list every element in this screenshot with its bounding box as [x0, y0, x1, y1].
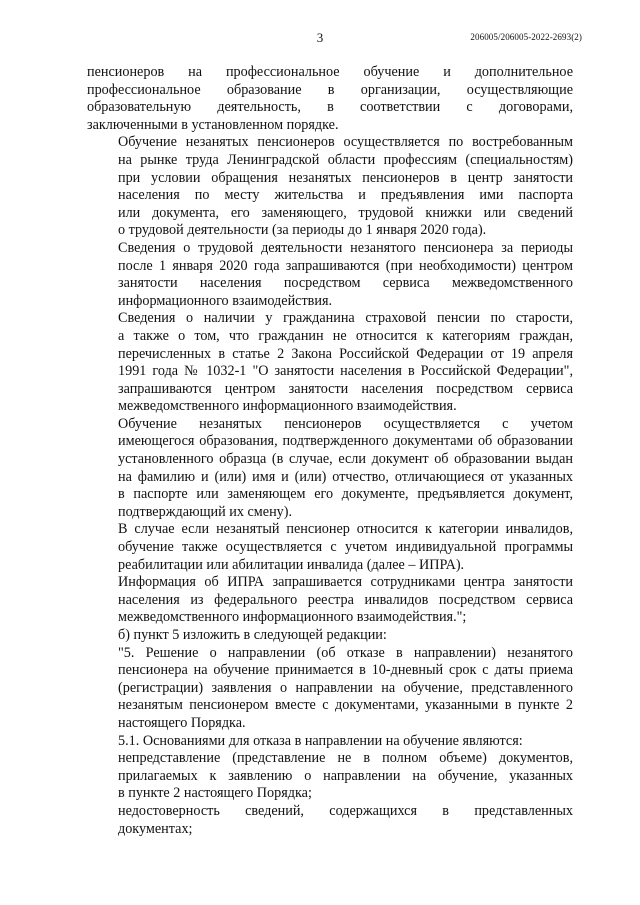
text-line: реабилитации или абилитации инвалида (далее – ИПРА). — [118, 556, 465, 573]
text-line: образовательную деятельность, в соответствии с договорами, — [87, 99, 573, 116]
paragraph — [87, 750, 573, 803]
text-line: Сведения о трудовой деятельности незанятого пенсионера за периоды — [118, 239, 573, 256]
paragraph — [87, 134, 573, 240]
paragraph — [87, 645, 573, 733]
text-line: межведомственного информационного взаимодействия. — [118, 398, 457, 415]
text-line: пенсионеров на профессиональное обучение и дополнительное — [87, 64, 573, 80]
text-line: при условии обращения незанятых пенсионеров в центр занятости — [118, 169, 573, 186]
paragraph — [87, 574, 573, 627]
text-line: населения из федерального реестра инвалидов посредством сервиса — [118, 591, 573, 608]
text-line: запрашиваются центром занятости населения посредством сервиса — [118, 380, 573, 397]
paragraph — [87, 521, 573, 574]
text-line: (регистрации) заявления о направлении на обучение, представленного — [118, 679, 573, 696]
text-line: в паспорте или заменяющем его документе, предъявляется документ, — [118, 486, 573, 503]
page-number: 3 — [316, 30, 324, 45]
document-body — [87, 64, 573, 838]
paragraph — [87, 310, 573, 416]
text-line: на рынке труда Ленинградской области профессиям (специальностям) — [118, 151, 573, 168]
text-line: 5.1. Основаниями для отказа в направлении на обучение являются: — [118, 732, 523, 749]
text-line: имеющегося образования, подтвержденного документами об образовании — [118, 433, 573, 450]
text-line: Обучение незанятых пенсионеров осуществляется с учетом — [118, 415, 573, 432]
paragraph — [87, 627, 573, 645]
paragraph — [87, 64, 573, 134]
text-line: В случае если незанятый пенсионер относится к категории инвалидов, — [118, 521, 573, 538]
paragraph — [87, 733, 573, 751]
text-line: перечисленных в статье 2 Закона Российской Федерации от 19 апреля — [118, 345, 573, 362]
text-line: Информация об ИПРА запрашивается сотрудниками центра занятости — [118, 574, 573, 591]
text-line: межведомственного информационного взаимодействия."; — [118, 609, 467, 626]
text-line: 1991 года № 1032-1 "О занятости населения в Российской Федерации", — [118, 363, 573, 380]
text-line: незанятым пенсионером вместе с документами, указанными в пункте 2 — [118, 697, 573, 714]
text-line: обучение также осуществляется с учетом индивидуальной программы — [118, 539, 573, 556]
text-line: установленного образца (в случае, если документ об образовании выдан — [118, 451, 573, 468]
text-line: в пункте 2 настоящего Порядка; — [118, 785, 312, 802]
text-line: о трудовой деятельности (за периоды до 1 января 2020 года). — [118, 222, 487, 239]
text-line: занятости населения посредством сервиса межведомственного — [118, 275, 573, 292]
paragraph — [87, 803, 573, 838]
paragraph — [87, 240, 573, 310]
text-line: б) пункт 5 изложить в следующей редакции: — [118, 627, 387, 643]
text-line: пенсионера на обучение принимается в 10-дневный срок с даты приема — [118, 662, 573, 679]
text-line: подтверждающий их смену). — [118, 503, 293, 520]
text-line: информационного взаимодействия. — [118, 292, 333, 309]
text-line: после 1 января 2020 года запрашиваются (при необходимости) центром — [118, 257, 573, 274]
text-line: непредставление (представление не в полном объеме) документов, — [118, 750, 573, 767]
text-line: "5. Решение о направлении (об отказе в направлении) незанятого — [118, 644, 573, 661]
text-line: недостоверность сведений, содержащихся в представленных — [118, 802, 573, 819]
text-line: заключенными в установленном порядке. — [87, 116, 339, 133]
text-line: на фамилию и (или) имя и (или) отчество, отличающиеся от указанных — [118, 468, 573, 485]
text-line: или документа, его заменяющего, трудовой книжки или сведений — [118, 204, 573, 221]
text-line: документах; — [118, 820, 193, 837]
text-line: а также о том, что гражданин не относится к категориям граждан, — [118, 327, 573, 344]
text-line: настоящего Порядка. — [118, 714, 246, 731]
paragraph — [87, 416, 573, 522]
document-id: 206005/206005-2022-2693(2) — [470, 32, 582, 42]
text-line: населения по месту жительства и предъявления ими паспорта — [118, 187, 573, 204]
text-line: прилагаемых к заявлению о направлении на обучение, указанных — [118, 767, 573, 784]
text-line: Обучение незанятых пенсионеров осуществляется по востребованным — [118, 134, 573, 151]
text-line: профессиональное образование в организации, осуществляющие — [87, 81, 573, 98]
text-line: Сведения о наличии у гражданина страховой пенсии по старости, — [118, 310, 573, 327]
